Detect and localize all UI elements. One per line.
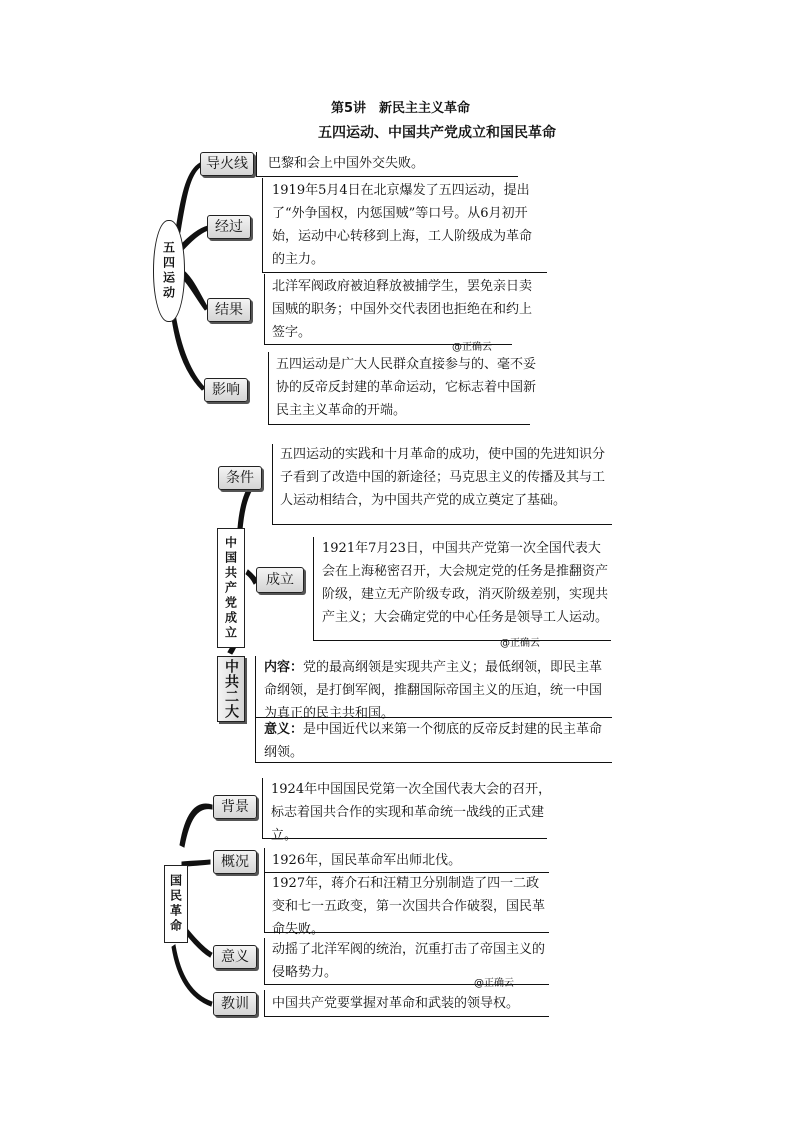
text-result: 北洋军阀政府被迫释放被捕学生，罢免亲日卖国贼的职务；中国外交代表团也拒绝在和约上签字。	[272, 279, 533, 340]
content-key: 内容：	[264, 660, 304, 675]
label-result: 结果	[207, 298, 251, 322]
text-lesson: 中国共产党要掌握对革命和武装的领导权。	[272, 996, 520, 1011]
label-background: 背景	[213, 795, 257, 819]
content-text: 党的最高纲领是实现共产主义；最低纲领，即民主革命纲领，是打倒军阀，推翻国际帝国主义的压迫，统一中国为真正的民主共和国。	[264, 660, 603, 721]
label-impact: 影响	[204, 378, 248, 402]
label-condition: 条件	[218, 466, 262, 490]
watermark: @正确云	[500, 638, 540, 649]
page-subtitle: 五四运动、中国共产党成立和国民革命	[318, 125, 556, 141]
label-significance: 意义	[213, 945, 257, 969]
text-overview-2: 1927年，蒋介石和汪精卫分别制造了四一二政变和七一五政变，第一次国共合作破裂，国民革命失败。	[272, 876, 546, 937]
root-node-national-revolution: 国民革命	[164, 865, 188, 943]
text-second-congress-content	[264, 656, 612, 725]
label-lesson: 教训	[213, 992, 257, 1016]
label-founding: 成立	[256, 567, 304, 593]
label-second-congress: 中共二大	[217, 656, 245, 722]
text-overview-1: 1926年，国民革命军出师北伐。	[272, 853, 462, 868]
text-trigger: 巴黎和会上中国外交失败。	[268, 156, 425, 171]
text-condition: 五四运动的实践和十月革命的成功，使中国的先进知识分子看到了改造中国的新途径；马克思主义的传播及其与工人运动相结合，为中国共产党的成立奠定了基础。	[280, 447, 606, 508]
text-second-congress-meaning	[264, 718, 612, 764]
watermark: @正确云	[452, 342, 492, 353]
watermark: @正确云	[474, 978, 514, 989]
text-background: 1924年中国国民党第一次全国代表大会的召开，标志着国共合作的实现和革命统一战线的正式建立。	[271, 782, 552, 843]
text-process: 1919年5月4日在北京爆发了五四运动，提出了“外争国权，内惩国贼”等口号。从6月初开始，运动中心转移到上海，工人阶级成为革命的主力。	[272, 183, 533, 267]
meaning-key: 意义：	[264, 722, 304, 737]
text-impact: 五四运动是广大人民群众直接参与的、毫不妥协的反帝反封建的革命运动，它标志着中国新民主主义革命的开端。	[276, 357, 537, 418]
label-process: 经过	[207, 215, 251, 239]
label-trigger: 导火线	[200, 152, 254, 176]
root-node-cpc-founding: 中国共产党成立	[217, 528, 245, 648]
lesson-title: 第5讲 新民主主义革命	[331, 101, 471, 116]
root-node-may-fourth: 五四运动	[153, 220, 185, 322]
text-founding: 1921年7月23日，中国共产党第一次全国代表大会在上海秘密召开，大会规定党的任务是推翻资产阶级，建立无产阶级专政，消灭阶级差别，实现共产主义；大会确定党的中心任务是领导工人运动。	[322, 541, 609, 625]
text-significance: 动摇了北洋军阀的统治，沉重打击了帝国主义的侵略势力。	[272, 942, 546, 980]
meaning-text: 是中国近代以来第一个彻底的反帝反封建的民主革命纲领。	[264, 722, 603, 760]
label-overview: 概况	[213, 850, 257, 874]
